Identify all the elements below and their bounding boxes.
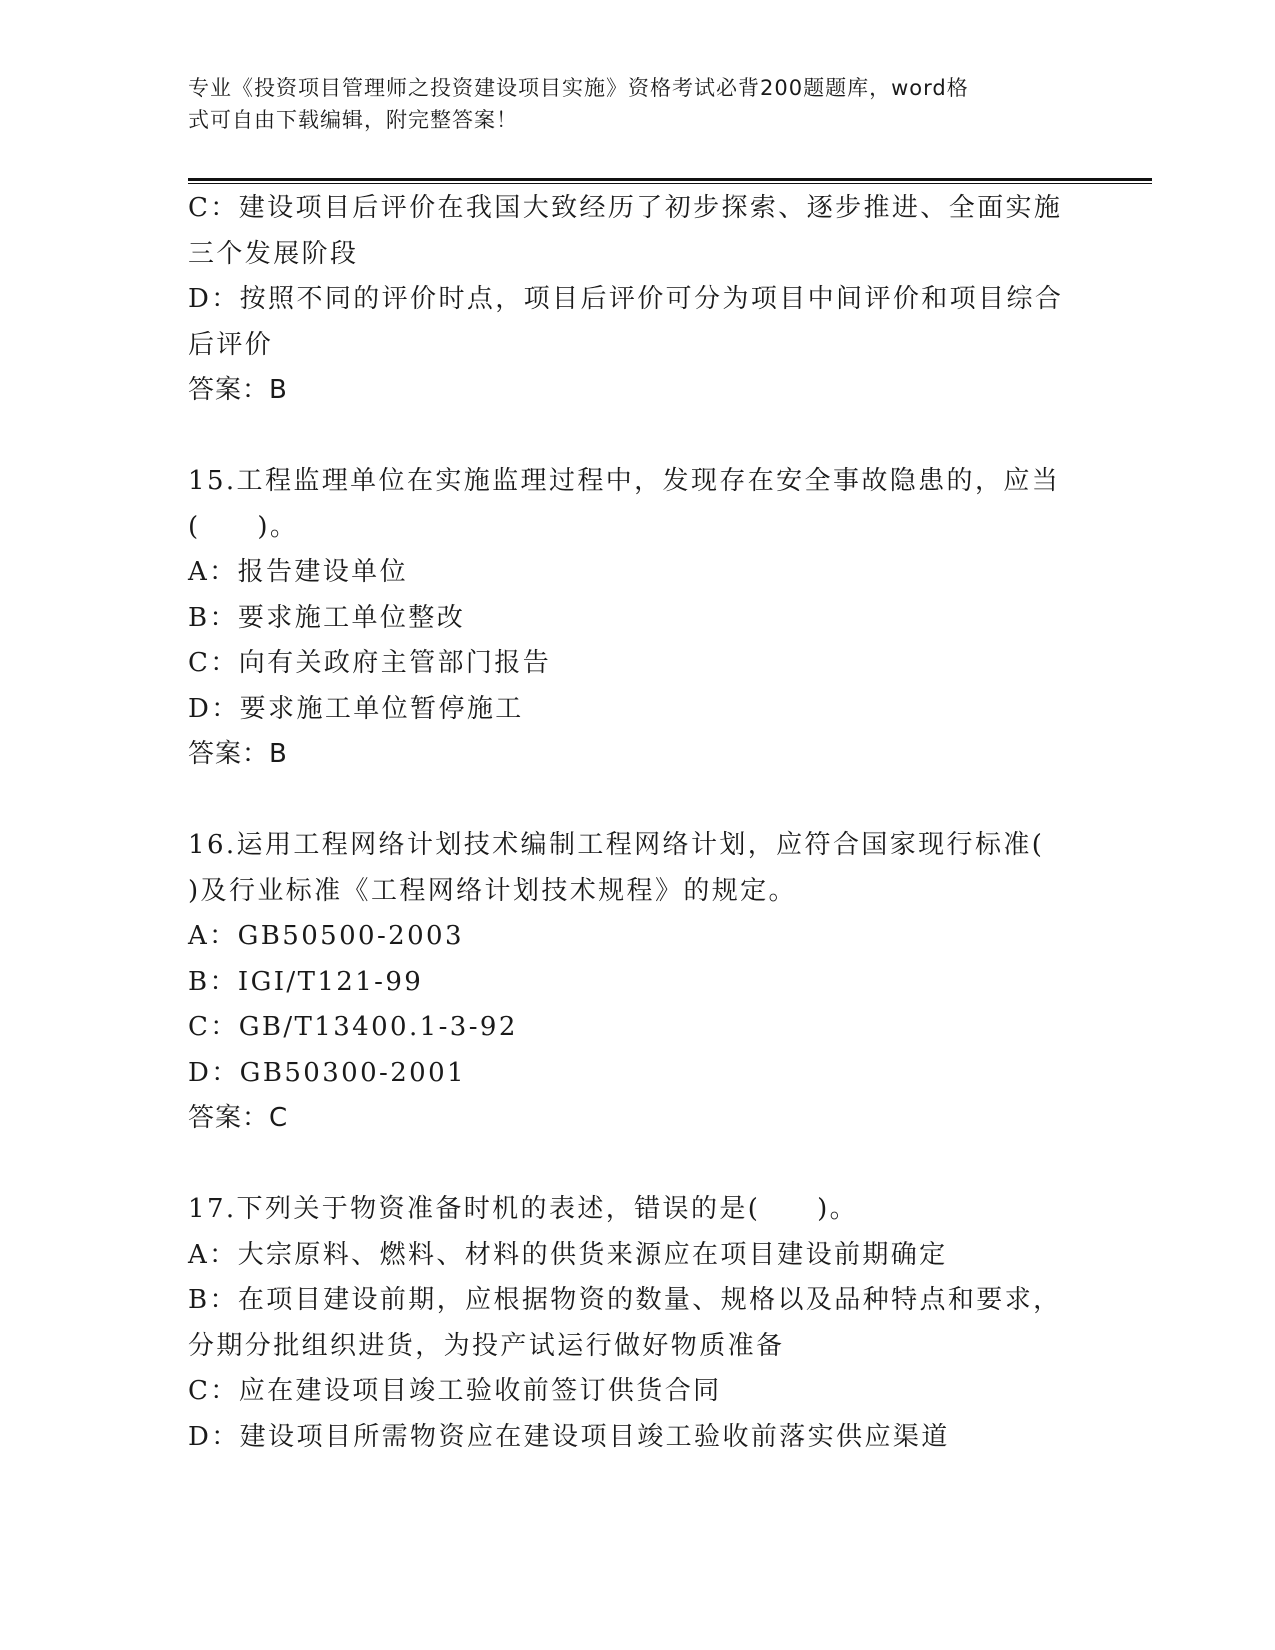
document-header (188, 72, 1088, 136)
answer-14: 答案：B (188, 375, 288, 405)
question-16 (188, 823, 1088, 1142)
question-15 (188, 459, 1088, 778)
answer-15: 答案：B (188, 739, 288, 769)
option-c: C：应在建设项目竣工验收前签订供货合同 (188, 1376, 722, 1406)
question-stem-line-2: )及行业标准《工程网络计划技术规程》的规定。 (188, 875, 797, 906)
question-stem-line-1: 16.运用工程网络计划技术编制工程网络计划，应符合国家现行标准( (188, 830, 1045, 860)
header-divider-thin (188, 183, 1152, 184)
header-line-1: 专业《投资项目管理师之投资建设项目实施》资格考试必背200题题库，word格 (188, 76, 969, 100)
option-d: D：建设项目所需物资应在建设项目竣工验收前落实供应渠道 (188, 1421, 950, 1452)
option-c-line-2: 三个发展阶段 (188, 238, 359, 269)
answer-16: 答案：C (188, 1103, 289, 1133)
option-b-line-2: 分期分批组织进货，为投产试运行做好物质准备 (188, 1330, 785, 1361)
option-b: B：IGI/T121-99 (188, 966, 424, 997)
question-stem-line-1: 17.下列关于物资准备时机的表述，错误的是( )。 (188, 1194, 859, 1224)
spacer (188, 414, 1088, 460)
option-c-line-1: C：建设项目后评价在我国大致经历了初步探索、逐步推进、全面实施 (188, 193, 1063, 223)
option-a: A：大宗原料、燃料、材料的供货来源应在项目建设前期确定 (188, 1239, 948, 1270)
option-d: D：GB50300-2001 (188, 1057, 466, 1088)
spacer (188, 778, 1088, 824)
question-stem-line-1: 15.工程监理单位在实施监理过程中，发现存在安全事故隐患的，应当 (188, 466, 1061, 496)
question-stem-line-2: ( )。 (188, 511, 299, 542)
document-body (188, 186, 1088, 1460)
question-17 (188, 1187, 1088, 1460)
spacer (188, 1142, 1088, 1188)
header-line-2: 式可自由下载编辑，附完整答案！ (188, 108, 518, 132)
option-d: D：要求施工单位暂停施工 (188, 693, 524, 724)
option-c: C：向有关政府主管部门报告 (188, 648, 552, 678)
question-14-tail (188, 186, 1088, 414)
option-a: A：报告建设单位 (188, 557, 408, 587)
option-d-line-2: 后评价 (188, 329, 274, 360)
option-a: A：GB50500-2003 (188, 921, 464, 951)
option-b-line-1: B：在项目建设前期，应根据物资的数量、规格以及品种特点和要求， (188, 1285, 1062, 1315)
option-b: B：要求施工单位整改 (188, 602, 466, 633)
option-d-line-1: D：按照不同的评价时点，项目后评价可分为项目中间评价和项目综合 (188, 284, 1064, 314)
option-c: C：GB/T13400.1-3-92 (188, 1012, 518, 1042)
header-divider-thick (188, 178, 1152, 181)
